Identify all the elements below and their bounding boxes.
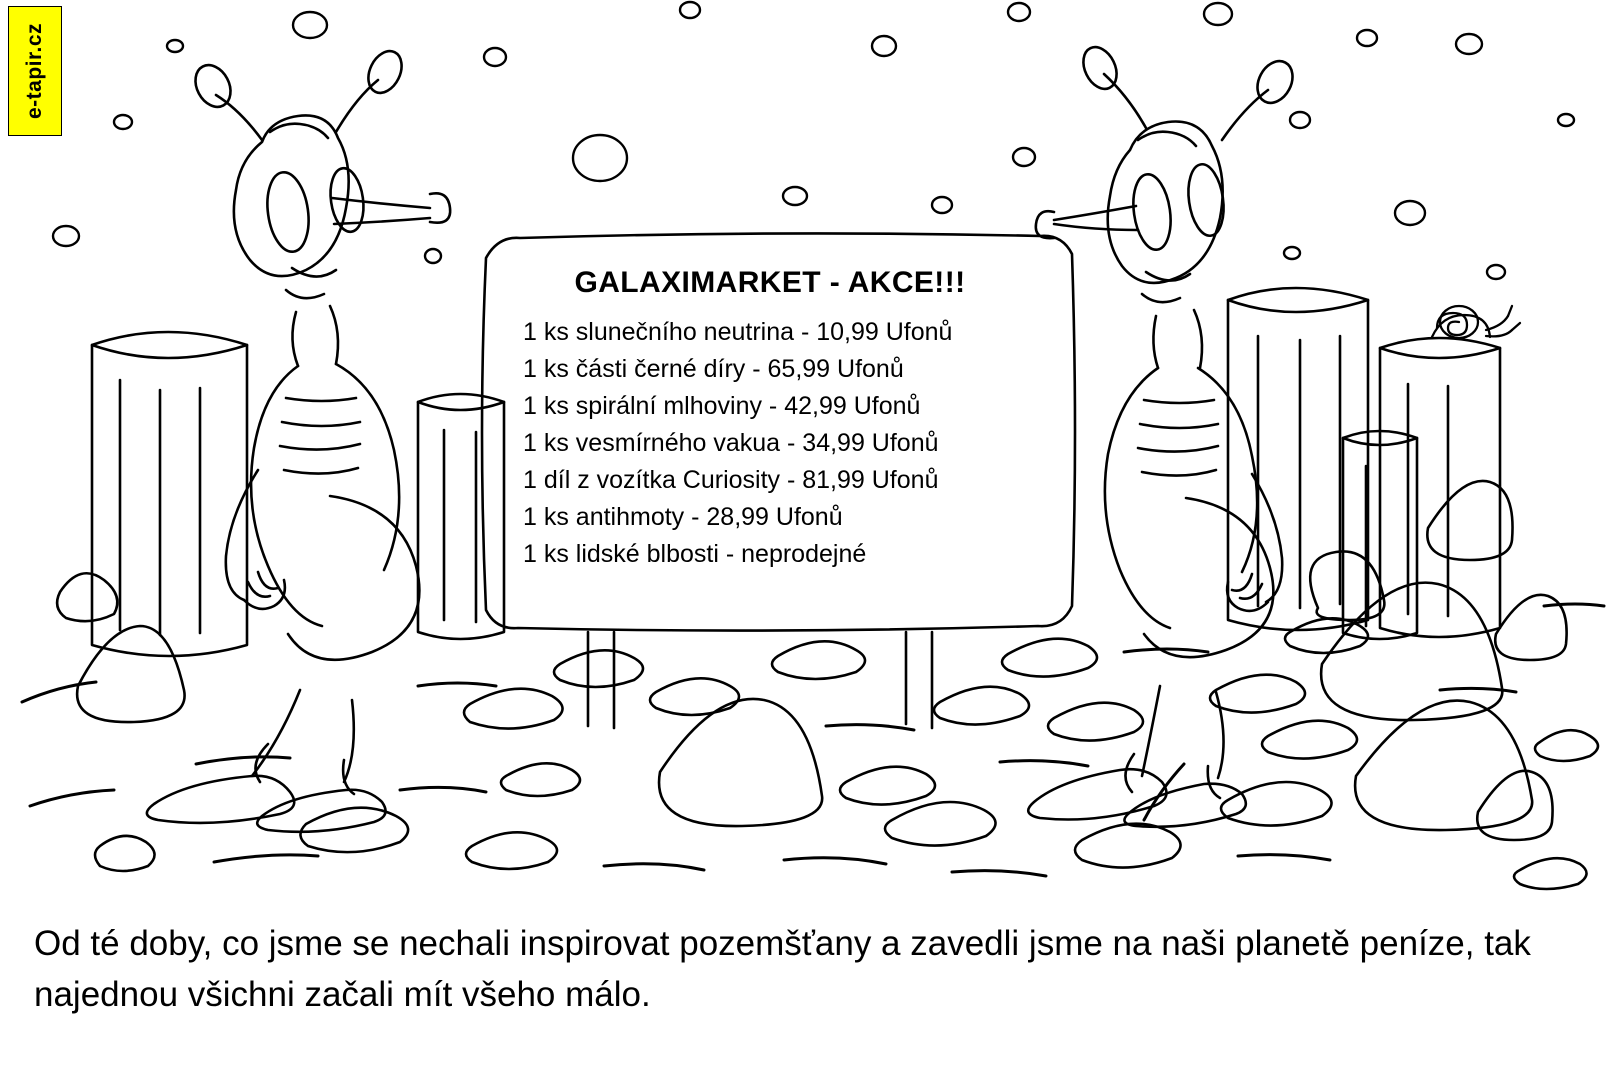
ground-dashes [22,604,1604,876]
caption-text: Od té doby, co jsme se nechali inspirovat pozemšťany a zavedli jsme na naši planetě peníze, tak najednou všichni začali mít všeho málo. [34,924,1531,1014]
snail [1432,306,1520,338]
sign-posts [588,632,932,728]
sign-item: 1 ks antihmoty - 28,99 Ufonů [523,503,843,531]
sign-item: 1 ks lidské blbosti - neprodejné [523,540,867,568]
sign-item: 1 díl z vozítka Curiosity - 81,99 Ufonů [523,466,939,494]
sign-item: 1 ks spirální mlhoviny - 42,99 Ufonů [523,392,921,420]
caption-area [0,905,1617,1080]
sign-board [481,236,1059,631]
watermark-label: e-tapir.cz [23,22,46,120]
sign-item: 1 ks vesmírného vakua - 34,99 Ufonů [523,429,939,457]
sign-item: 1 ks slunečního neutrina - 10,99 Ufonů [523,318,953,346]
sign-title: GALAXIMARKET - AKCE!!! [574,266,966,299]
alien-left [147,46,450,832]
sign-item: 1 ks části černé díry - 65,99 Ufonů [523,355,904,383]
sign-item-list [499,314,1041,573]
watermark-badge [8,6,62,136]
